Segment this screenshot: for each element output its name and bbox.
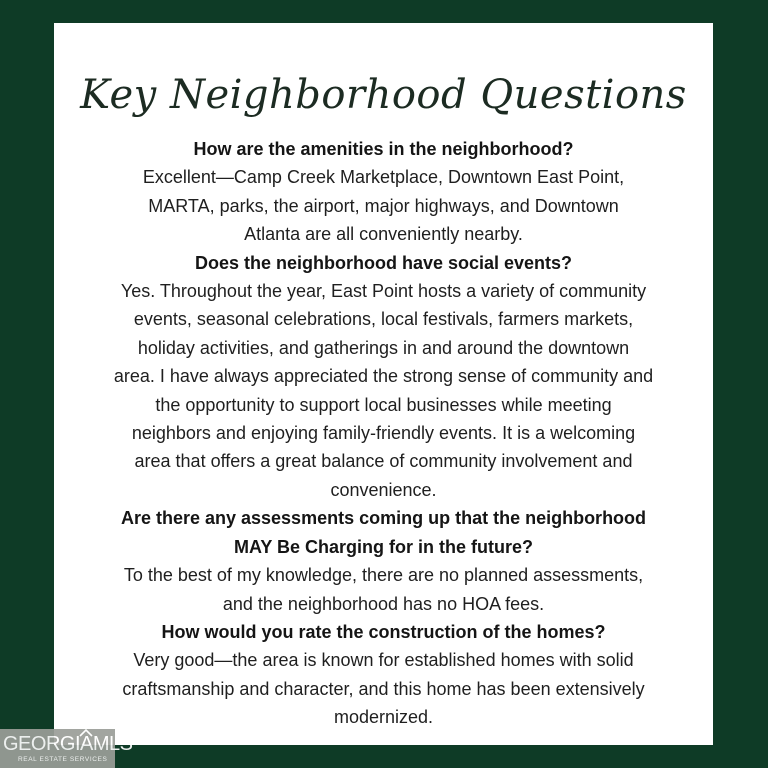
answer-3-line-1: To the best of my knowledge, there are no planned assessments, xyxy=(123,565,644,586)
question-3-line-2: MAY Be Charging for in the future? xyxy=(233,536,533,557)
answer-2-line-2: events, seasonal celebrations, local festivals, farmers markets, xyxy=(133,309,634,330)
question-3-line-1: Are there any assessments coming up that the neighborhood xyxy=(120,508,647,529)
answer-2-line-4: area. I have always appreciated the strong sense of community and xyxy=(113,366,654,387)
answer-2-line-1: Yes. Throughout the year, East Point hosts a variety of community xyxy=(120,281,647,302)
page-title: Key Neighborhood Questions xyxy=(80,72,687,118)
answer-4-line-1: Very good—the area is known for established homes with solid xyxy=(133,650,634,671)
watermark-brand-left: GEORGIA xyxy=(3,733,93,755)
answer-1-line-1: Excellent—Camp Creek Marketplace, Downtown East Point, xyxy=(142,167,625,188)
answer-1-line-2: MARTA, parks, the airport, major highways, and Downtown xyxy=(148,195,619,216)
answer-4-line-3: modernized. xyxy=(333,707,434,728)
question-2: Does the neighborhood have social events? xyxy=(194,252,573,273)
question-1: How are the amenities in the neighborhood? xyxy=(193,139,574,159)
content-card xyxy=(54,23,713,745)
answer-1-line-3: Atlanta are all conveniently nearby. xyxy=(244,224,523,245)
question-4: How would you rate the construction of the homes? xyxy=(161,621,606,642)
answer-3-line-2: and the neighborhood has no HOA fees. xyxy=(222,593,545,614)
watermark-brand xyxy=(3,733,132,755)
watermark-tagline: REAL ESTATE SERVICES xyxy=(18,756,108,763)
answer-2-line-7: area that offers a great balance of community involvement and xyxy=(134,451,633,472)
answer-4-line-2: craftsmanship and character, and this home has been extensively xyxy=(122,678,645,699)
georgia-mls-watermark xyxy=(0,729,133,768)
qa-list xyxy=(54,135,713,732)
answer-2-line-3: holiday activities, and gatherings in and around the downtown xyxy=(137,337,630,358)
answer-2-line-6: neighbors and enjoying family-friendly events. It is a welcoming xyxy=(131,423,636,444)
answer-2-line-5: the opportunity to support local businesses while meeting xyxy=(155,394,612,415)
watermark-brand-right: MLS xyxy=(92,733,133,755)
answer-2-line-8: convenience. xyxy=(330,479,437,500)
